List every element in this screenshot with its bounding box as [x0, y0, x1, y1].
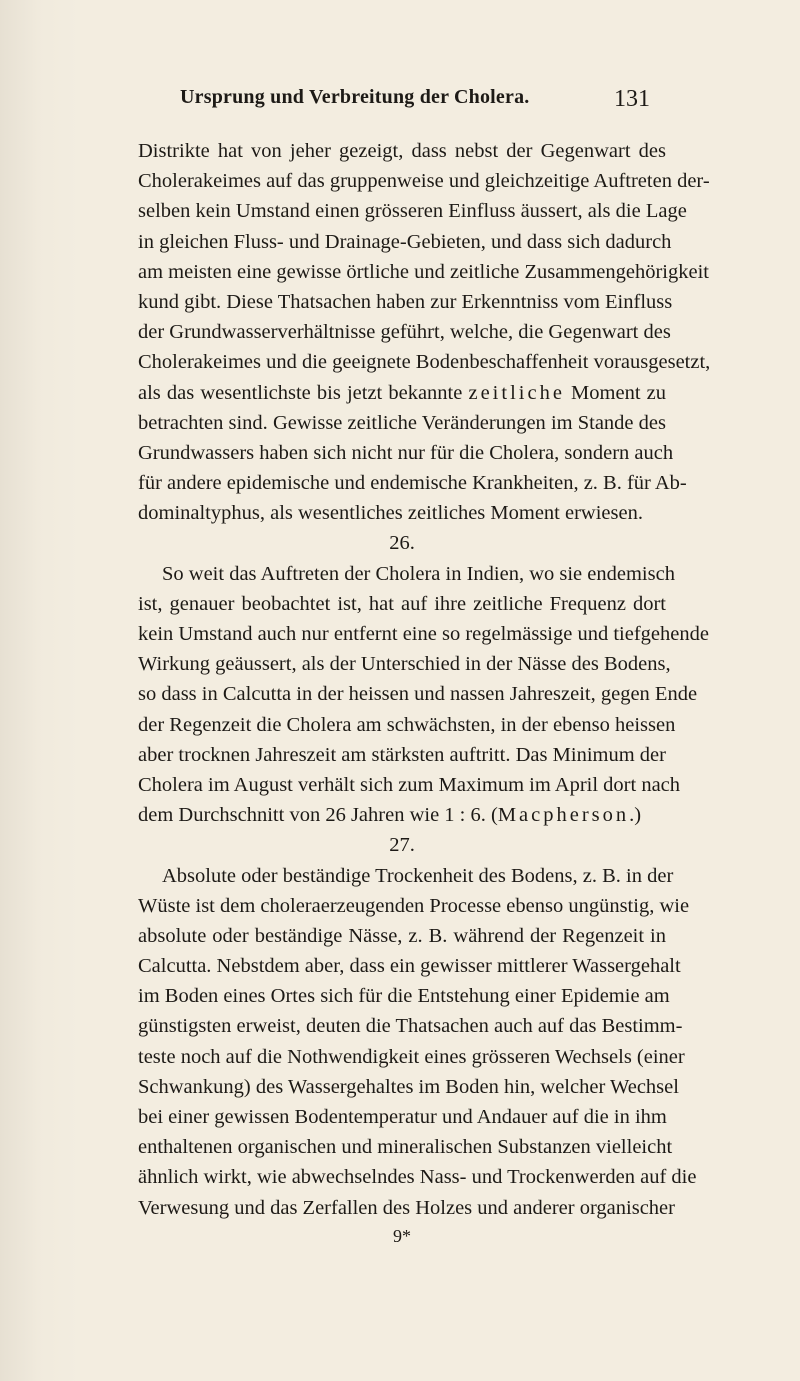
- text-line: in gleichen Fluss- und Drainage-Gebieten, und dass sich dadurch: [138, 230, 672, 253]
- text-line: [138, 378, 666, 408]
- section-number: 27.: [389, 834, 415, 857]
- text-line: [138, 800, 666, 830]
- text-line: betrachten sind. Gewisse zeitliche Veränderungen im Stande des: [138, 411, 666, 434]
- text-line: enthaltenen organischen und mineralischen Substanzen vielleicht: [138, 1136, 673, 1159]
- text-line: Absolute oder beständige Trockenheit des Bodens, z. B. in der: [162, 864, 674, 887]
- text-line: für andere epidemische und endemische Krankheiten, z. B. für Ab-: [138, 472, 687, 495]
- text-line: der Regenzeit die Cholera am schwächsten, in der ebenso heissen: [138, 713, 676, 736]
- text-segment: Moment zu: [564, 381, 666, 404]
- text-line: Grundwassers haben sich nicht nur für die Cholera, sondern auch: [138, 441, 674, 464]
- text-line: Distrikte hat von jeher gezeigt, dass nebst der Gegenwart des: [138, 140, 666, 162]
- page-header: [180, 86, 650, 118]
- text-line: so dass in Calcutta in der heissen und nassen Jahreszeit, gegen Ende: [138, 683, 698, 706]
- text-line: ähnlich wirkt, wie abwechselndes Nass- und Trockenwerden auf die: [138, 1166, 697, 1189]
- text-line: Wüste ist dem choleraerzeugenden Processe ebenso ungünstig, wie: [138, 894, 690, 917]
- text-line: teste noch auf die Nothwendigkeit eines grösseren Wechsels (einer: [138, 1045, 685, 1068]
- text-line: Verwesung und das Zerfallen des Holzes und anderer organischer: [138, 1196, 675, 1219]
- text-line: Schwankung) des Wassergehaltes im Boden hin, welcher Wechsel: [138, 1075, 679, 1098]
- spaced-emphasis: zeitliche: [468, 381, 565, 404]
- text-line: Calcutta. Nebstdem aber, dass ein gewisser mittlerer Wassergehalt: [138, 955, 681, 978]
- text-line: der Grundwasserverhältnisse geführt, welche, die Gegenwart des: [138, 321, 671, 344]
- text-line: günstigsten erweist, deuten die Thatsachen auch auf das Bestimm-: [138, 1015, 683, 1038]
- signature-mark: 9*: [393, 1225, 411, 1246]
- text-line: Cholera im August verhält sich zum Maximum im April dort nach: [138, 773, 681, 796]
- text-line: dominaltyphus, als wesentliches zeitliches Moment erwiesen.: [138, 502, 643, 525]
- text-line: im Boden eines Ortes sich für die Entstehung einer Epidemie am: [138, 985, 670, 1008]
- text-line: aber trocknen Jahreszeit am stärksten auftritt. Das Minimum der: [138, 743, 666, 766]
- text-line: am meisten eine gewisse örtliche und zeitliche Zusammengehörigkeit: [138, 260, 709, 283]
- text-segment: .): [629, 804, 642, 827]
- text-line: Cholerakeimes und die geeignete Bodenbeschaffenheit vorausgesetzt,: [138, 351, 711, 374]
- text-segment: dem Durchschnitt von 26 Jahren wie 1 : 6. (: [138, 804, 498, 827]
- text-line: bei einer gewissen Bodentemperatur und Andauer auf die in ihm: [138, 1106, 667, 1128]
- text-segment: als das wesentlichste bis jetzt bekannte: [138, 381, 469, 404]
- running-head: Ursprung und Verbreitung der Cholera.: [180, 86, 530, 108]
- page-number: 131: [614, 86, 650, 112]
- text-line: kund gibt. Diese Thatsachen haben zur Erkenntniss vom Einfluss: [138, 290, 673, 313]
- text-line: Wirkung geäussert, als der Unterschied in der Nässe des Bodens,: [138, 653, 671, 676]
- text-line: So weit das Auftreten der Cholera in Indien, wo sie endemisch: [162, 562, 675, 585]
- spaced-emphasis: Macpherson: [497, 804, 630, 827]
- text-line: selben kein Umstand einen grösseren Einfluss äussert, als die Lage: [138, 200, 687, 223]
- text-line: ist, genauer beobachtet ist, hat auf ihre zeitliche Frequenz dort: [138, 592, 666, 615]
- text-line: Cholerakeimes auf das gruppenweise und gleichzeitige Auftreten der-: [138, 170, 710, 193]
- body-text: [138, 136, 711, 1251]
- text-line: kein Umstand auch nur entfernt eine so regelmässige und tiefgehende: [138, 623, 709, 645]
- section-number: 26.: [389, 532, 415, 555]
- text-line: absolute oder beständige Nässe, z. B. während der Regenzeit in: [138, 924, 666, 947]
